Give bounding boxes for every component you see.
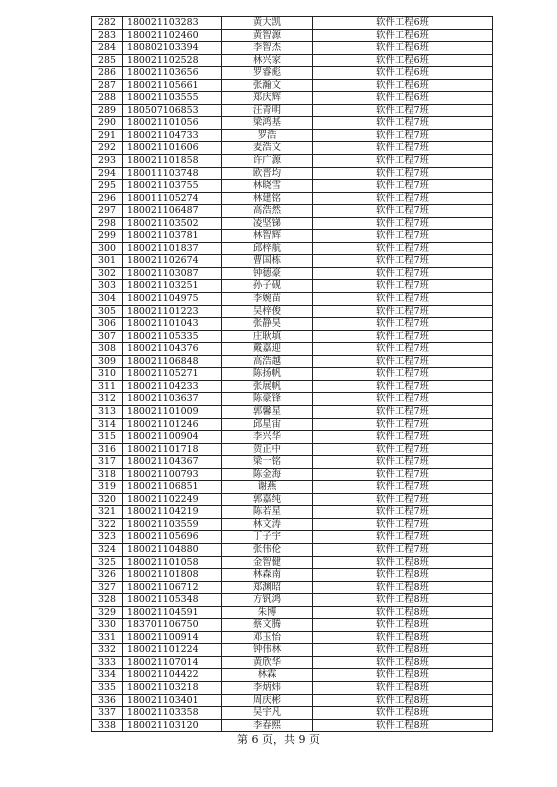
student-id: 180021101058 bbox=[123, 556, 222, 569]
student-name: 林文涛 bbox=[222, 518, 313, 531]
student-name: 林兴家 bbox=[222, 54, 313, 67]
student-name: 梁鸿基 bbox=[222, 117, 313, 130]
student-name: 邓玉怡 bbox=[222, 631, 313, 644]
student-id: 180021106712 bbox=[123, 581, 222, 594]
student-id: 180021103401 bbox=[123, 694, 222, 707]
student-name: 蔡文腾 bbox=[222, 619, 313, 632]
row-number: 300 bbox=[92, 242, 123, 255]
row-number: 332 bbox=[92, 644, 123, 657]
student-name: 黄大凯 bbox=[222, 17, 313, 30]
class-name: 软件工程7班 bbox=[313, 531, 493, 544]
table-row bbox=[92, 631, 493, 644]
row-number: 318 bbox=[92, 468, 123, 481]
student-id: 180011103748 bbox=[123, 167, 222, 180]
row-number: 297 bbox=[92, 205, 123, 218]
table-row bbox=[92, 493, 493, 506]
class-name: 软件工程7班 bbox=[313, 242, 493, 255]
student-id: 180021106848 bbox=[123, 355, 222, 368]
class-name: 软件工程7班 bbox=[313, 305, 493, 318]
student-name: 李婉苗 bbox=[222, 293, 313, 306]
row-number: 299 bbox=[92, 230, 123, 243]
table-row bbox=[92, 707, 493, 720]
student-id: 180507106853 bbox=[123, 104, 222, 117]
row-number: 307 bbox=[92, 330, 123, 343]
row-number: 311 bbox=[92, 380, 123, 393]
student-id: 180021104233 bbox=[123, 380, 222, 393]
student-name: 黄智源 bbox=[222, 29, 313, 42]
class-name: 软件工程7班 bbox=[313, 192, 493, 205]
class-name: 软件工程7班 bbox=[313, 481, 493, 494]
student-name: 罗浩 bbox=[222, 129, 313, 142]
row-number: 303 bbox=[92, 280, 123, 293]
class-name: 软件工程8班 bbox=[313, 694, 493, 707]
table-row bbox=[92, 594, 493, 607]
student-id: 180021101056 bbox=[123, 117, 222, 130]
table-row bbox=[92, 719, 493, 732]
student-name: 郭嘉纯 bbox=[222, 493, 313, 506]
table-row bbox=[92, 468, 493, 481]
row-number: 312 bbox=[92, 393, 123, 406]
row-number: 291 bbox=[92, 129, 123, 142]
class-name: 软件工程6班 bbox=[313, 79, 493, 92]
row-number: 333 bbox=[92, 656, 123, 669]
student-name: 梁一铭 bbox=[222, 456, 313, 469]
table-row bbox=[92, 380, 493, 393]
row-number: 325 bbox=[92, 556, 123, 569]
table-row bbox=[92, 267, 493, 280]
student-name: 钟伟林 bbox=[222, 644, 313, 657]
student-name: 张展帆 bbox=[222, 380, 313, 393]
class-name: 软件工程7班 bbox=[313, 380, 493, 393]
table-row bbox=[92, 456, 493, 469]
student-id: 180802103394 bbox=[123, 42, 222, 55]
table-row bbox=[92, 167, 493, 180]
student-id: 180021103656 bbox=[123, 67, 222, 80]
table-row bbox=[92, 443, 493, 456]
student-name: 陈扬帆 bbox=[222, 368, 313, 381]
table-row bbox=[92, 92, 493, 105]
student-id: 180021105661 bbox=[123, 79, 222, 92]
student-name: 许广源 bbox=[222, 155, 313, 168]
table-row bbox=[92, 531, 493, 544]
student-name: 陈豪锋 bbox=[222, 393, 313, 406]
student-name: 李兴华 bbox=[222, 431, 313, 444]
table-row bbox=[92, 606, 493, 619]
table-row bbox=[92, 192, 493, 205]
class-name: 软件工程7班 bbox=[313, 167, 493, 180]
class-name: 软件工程7班 bbox=[313, 293, 493, 306]
student-id: 180021101858 bbox=[123, 155, 222, 168]
table-row bbox=[92, 506, 493, 519]
table-row bbox=[92, 17, 493, 30]
row-number: 287 bbox=[92, 79, 123, 92]
class-name: 软件工程6班 bbox=[313, 29, 493, 42]
table-row bbox=[92, 393, 493, 406]
student-id: 180021104733 bbox=[123, 129, 222, 142]
class-name: 软件工程7班 bbox=[313, 355, 493, 368]
student-name: 吴梓俊 bbox=[222, 305, 313, 318]
row-number: 315 bbox=[92, 431, 123, 444]
table-row bbox=[92, 318, 493, 331]
student-name: 金智健 bbox=[222, 556, 313, 569]
student-id: 180021103555 bbox=[123, 92, 222, 105]
row-number: 336 bbox=[92, 694, 123, 707]
table-row bbox=[92, 155, 493, 168]
class-name: 软件工程8班 bbox=[313, 619, 493, 632]
table-row bbox=[92, 681, 493, 694]
row-number: 313 bbox=[92, 405, 123, 418]
student-id: 180021103755 bbox=[123, 180, 222, 193]
student-name: 汪青明 bbox=[222, 104, 313, 117]
row-number: 328 bbox=[92, 594, 123, 607]
class-name: 软件工程7班 bbox=[313, 343, 493, 356]
student-name: 陈金海 bbox=[222, 468, 313, 481]
student-id: 180021104975 bbox=[123, 293, 222, 306]
row-number: 317 bbox=[92, 456, 123, 469]
class-name: 软件工程6班 bbox=[313, 67, 493, 80]
table-row bbox=[92, 255, 493, 268]
row-number: 289 bbox=[92, 104, 123, 117]
table-row bbox=[92, 205, 493, 218]
class-name: 软件工程8班 bbox=[313, 681, 493, 694]
student-name: 黄欣华 bbox=[222, 656, 313, 669]
student-name: 李炳炜 bbox=[222, 681, 313, 694]
class-name: 软件工程7班 bbox=[313, 180, 493, 193]
row-number: 306 bbox=[92, 318, 123, 331]
student-name: 郑渊昭 bbox=[222, 581, 313, 594]
table-row bbox=[92, 431, 493, 444]
student-id: 180021101224 bbox=[123, 644, 222, 657]
student-name: 丁子宇 bbox=[222, 531, 313, 544]
class-name: 软件工程7班 bbox=[313, 217, 493, 230]
class-name: 软件工程8班 bbox=[313, 644, 493, 657]
student-id: 180021103781 bbox=[123, 230, 222, 243]
class-name: 软件工程8班 bbox=[313, 581, 493, 594]
table-row bbox=[92, 405, 493, 418]
student-name: 李智杰 bbox=[222, 42, 313, 55]
row-number: 301 bbox=[92, 255, 123, 268]
row-number: 324 bbox=[92, 543, 123, 556]
table-row bbox=[92, 481, 493, 494]
row-number: 285 bbox=[92, 54, 123, 67]
table-row bbox=[92, 355, 493, 368]
student-name: 林建铭 bbox=[222, 192, 313, 205]
row-number: 293 bbox=[92, 155, 123, 168]
table-row bbox=[92, 67, 493, 80]
student-name: 朱博 bbox=[222, 606, 313, 619]
row-number: 330 bbox=[92, 619, 123, 632]
table-row bbox=[92, 619, 493, 632]
row-number: 283 bbox=[92, 29, 123, 42]
row-number: 327 bbox=[92, 581, 123, 594]
table-row bbox=[92, 230, 493, 243]
roster-body bbox=[92, 17, 493, 732]
table-row bbox=[92, 556, 493, 569]
student-id: 180021103120 bbox=[123, 719, 222, 732]
student-id: 180021102674 bbox=[123, 255, 222, 268]
student-id: 180021103502 bbox=[123, 217, 222, 230]
student-id: 180021100914 bbox=[123, 631, 222, 644]
student-roster-table bbox=[91, 16, 493, 732]
student-name: 曹国栋 bbox=[222, 255, 313, 268]
student-name: 高浩然 bbox=[222, 205, 313, 218]
class-name: 软件工程7班 bbox=[313, 330, 493, 343]
student-id: 180021102249 bbox=[123, 493, 222, 506]
student-name: 罗睿彪 bbox=[222, 67, 313, 80]
student-id: 180011105274 bbox=[123, 192, 222, 205]
row-number: 304 bbox=[92, 293, 123, 306]
student-id: 180021103283 bbox=[123, 17, 222, 30]
row-number: 309 bbox=[92, 355, 123, 368]
student-name: 林霖 bbox=[222, 669, 313, 682]
class-name: 软件工程7班 bbox=[313, 267, 493, 280]
class-name: 软件工程6班 bbox=[313, 17, 493, 30]
student-id: 180021104880 bbox=[123, 543, 222, 556]
row-number: 298 bbox=[92, 217, 123, 230]
page-footer: 第 6 页，共 9 页 bbox=[237, 733, 320, 746]
class-name: 软件工程7班 bbox=[313, 205, 493, 218]
student-id: 180021103637 bbox=[123, 393, 222, 406]
class-name: 软件工程8班 bbox=[313, 594, 493, 607]
student-id: 180021102460 bbox=[123, 29, 222, 42]
row-number: 326 bbox=[92, 569, 123, 582]
class-name: 软件工程7班 bbox=[313, 418, 493, 431]
student-id: 180021103218 bbox=[123, 681, 222, 694]
student-id: 180021101009 bbox=[123, 405, 222, 418]
student-id: 180021103358 bbox=[123, 707, 222, 720]
class-name: 软件工程7班 bbox=[313, 255, 493, 268]
student-id: 180021101606 bbox=[123, 142, 222, 155]
student-id: 180021104367 bbox=[123, 456, 222, 469]
student-id: 180021103559 bbox=[123, 518, 222, 531]
student-name: 周庆彬 bbox=[222, 694, 313, 707]
student-name: 郭馨星 bbox=[222, 405, 313, 418]
class-name: 软件工程7班 bbox=[313, 368, 493, 381]
student-name: 陈若星 bbox=[222, 506, 313, 519]
class-name: 软件工程8班 bbox=[313, 569, 493, 582]
table-row bbox=[92, 217, 493, 230]
class-name: 软件工程7班 bbox=[313, 443, 493, 456]
class-name: 软件工程6班 bbox=[313, 92, 493, 105]
table-row bbox=[92, 330, 493, 343]
student-id: 180021106851 bbox=[123, 481, 222, 494]
row-number: 296 bbox=[92, 192, 123, 205]
table-row bbox=[92, 669, 493, 682]
row-number: 284 bbox=[92, 42, 123, 55]
row-number: 288 bbox=[92, 92, 123, 105]
table-row bbox=[92, 656, 493, 669]
student-id: 180021100793 bbox=[123, 468, 222, 481]
class-name: 软件工程7班 bbox=[313, 468, 493, 481]
student-id: 180021101808 bbox=[123, 569, 222, 582]
student-id: 180021104376 bbox=[123, 343, 222, 356]
class-name: 软件工程7班 bbox=[313, 104, 493, 117]
table-row bbox=[92, 42, 493, 55]
table-row bbox=[92, 117, 493, 130]
row-number: 321 bbox=[92, 506, 123, 519]
row-number: 329 bbox=[92, 606, 123, 619]
table-row bbox=[92, 518, 493, 531]
student-name: 欧晋均 bbox=[222, 167, 313, 180]
student-name: 张静昊 bbox=[222, 318, 313, 331]
student-id: 180021105271 bbox=[123, 368, 222, 381]
row-number: 290 bbox=[92, 117, 123, 130]
class-name: 软件工程7班 bbox=[313, 318, 493, 331]
student-id: 180021101223 bbox=[123, 305, 222, 318]
student-name: 林森南 bbox=[222, 569, 313, 582]
class-name: 软件工程6班 bbox=[313, 54, 493, 67]
student-name: 张瀚文 bbox=[222, 79, 313, 92]
row-number: 286 bbox=[92, 67, 123, 80]
row-number: 322 bbox=[92, 518, 123, 531]
table-row bbox=[92, 569, 493, 582]
row-number: 316 bbox=[92, 443, 123, 456]
row-number: 337 bbox=[92, 707, 123, 720]
student-id: 180021105696 bbox=[123, 531, 222, 544]
student-name: 李春熙 bbox=[222, 719, 313, 732]
table-row bbox=[92, 368, 493, 381]
row-number: 310 bbox=[92, 368, 123, 381]
class-name: 软件工程7班 bbox=[313, 456, 493, 469]
table-row bbox=[92, 129, 493, 142]
table-row bbox=[92, 644, 493, 657]
class-name: 软件工程7班 bbox=[313, 431, 493, 444]
table-row bbox=[92, 29, 493, 42]
row-number: 338 bbox=[92, 719, 123, 732]
student-name: 吴宇凡 bbox=[222, 707, 313, 720]
row-number: 323 bbox=[92, 531, 123, 544]
student-name: 贺正中 bbox=[222, 443, 313, 456]
class-name: 软件工程7班 bbox=[313, 230, 493, 243]
row-number: 292 bbox=[92, 142, 123, 155]
class-name: 软件工程6班 bbox=[313, 42, 493, 55]
class-name: 软件工程8班 bbox=[313, 631, 493, 644]
student-id: 180021100904 bbox=[123, 431, 222, 444]
student-id: 180021104422 bbox=[123, 669, 222, 682]
table-row bbox=[92, 280, 493, 293]
class-name: 软件工程7班 bbox=[313, 543, 493, 556]
class-name: 软件工程7班 bbox=[313, 280, 493, 293]
student-name: 方钒鸿 bbox=[222, 594, 313, 607]
student-id: 183701106750 bbox=[123, 619, 222, 632]
class-name: 软件工程7班 bbox=[313, 117, 493, 130]
class-name: 软件工程8班 bbox=[313, 707, 493, 720]
class-name: 软件工程7班 bbox=[313, 493, 493, 506]
student-id: 180021103251 bbox=[123, 280, 222, 293]
student-id: 180021105335 bbox=[123, 330, 222, 343]
class-name: 软件工程7班 bbox=[313, 405, 493, 418]
row-number: 305 bbox=[92, 305, 123, 318]
row-number: 314 bbox=[92, 418, 123, 431]
student-name: 邱星宙 bbox=[222, 418, 313, 431]
table-row bbox=[92, 418, 493, 431]
student-name: 孙子砚 bbox=[222, 280, 313, 293]
class-name: 软件工程7班 bbox=[313, 129, 493, 142]
class-name: 软件工程8班 bbox=[313, 719, 493, 732]
student-id: 180021101718 bbox=[123, 443, 222, 456]
student-id: 180021107014 bbox=[123, 656, 222, 669]
row-number: 335 bbox=[92, 681, 123, 694]
student-id: 180021104219 bbox=[123, 506, 222, 519]
row-number: 319 bbox=[92, 481, 123, 494]
student-name: 钟德豪 bbox=[222, 267, 313, 280]
table-row bbox=[92, 543, 493, 556]
student-name: 张伟伦 bbox=[222, 543, 313, 556]
class-name: 软件工程7班 bbox=[313, 155, 493, 168]
student-name: 谢燕 bbox=[222, 481, 313, 494]
student-name: 林智辉 bbox=[222, 230, 313, 243]
student-id: 180021101837 bbox=[123, 242, 222, 255]
table-row bbox=[92, 54, 493, 67]
row-number: 308 bbox=[92, 343, 123, 356]
student-name: 戴嘉迎 bbox=[222, 343, 313, 356]
row-number: 320 bbox=[92, 493, 123, 506]
table-row bbox=[92, 343, 493, 356]
table-row bbox=[92, 305, 493, 318]
class-name: 软件工程7班 bbox=[313, 393, 493, 406]
row-number: 334 bbox=[92, 669, 123, 682]
student-id: 180021101246 bbox=[123, 418, 222, 431]
table-row bbox=[92, 142, 493, 155]
class-name: 软件工程7班 bbox=[313, 518, 493, 531]
class-name: 软件工程7班 bbox=[313, 142, 493, 155]
row-number: 331 bbox=[92, 631, 123, 644]
row-number: 302 bbox=[92, 267, 123, 280]
student-id: 180021105348 bbox=[123, 594, 222, 607]
table-row bbox=[92, 293, 493, 306]
class-name: 软件工程8班 bbox=[313, 556, 493, 569]
student-id: 180021101043 bbox=[123, 318, 222, 331]
student-name: 邱梓航 bbox=[222, 242, 313, 255]
student-name: 林晓雪 bbox=[222, 180, 313, 193]
student-name: 郑庆辉 bbox=[222, 92, 313, 105]
student-name: 高浩越 bbox=[222, 355, 313, 368]
table-row bbox=[92, 242, 493, 255]
table-row bbox=[92, 581, 493, 594]
table-row bbox=[92, 79, 493, 92]
table-row bbox=[92, 180, 493, 193]
student-id: 180021103087 bbox=[123, 267, 222, 280]
row-number: 282 bbox=[92, 17, 123, 30]
student-id: 180021102528 bbox=[123, 54, 222, 67]
row-number: 294 bbox=[92, 167, 123, 180]
student-name: 凌坚锑 bbox=[222, 217, 313, 230]
class-name: 软件工程7班 bbox=[313, 506, 493, 519]
table-row bbox=[92, 104, 493, 117]
class-name: 软件工程8班 bbox=[313, 606, 493, 619]
table-row bbox=[92, 694, 493, 707]
student-name: 麦浩文 bbox=[222, 142, 313, 155]
row-number: 295 bbox=[92, 180, 123, 193]
student-id: 180021106487 bbox=[123, 205, 222, 218]
student-id: 180021104591 bbox=[123, 606, 222, 619]
class-name: 软件工程8班 bbox=[313, 656, 493, 669]
class-name: 软件工程8班 bbox=[313, 669, 493, 682]
student-name: 庄耿填 bbox=[222, 330, 313, 343]
